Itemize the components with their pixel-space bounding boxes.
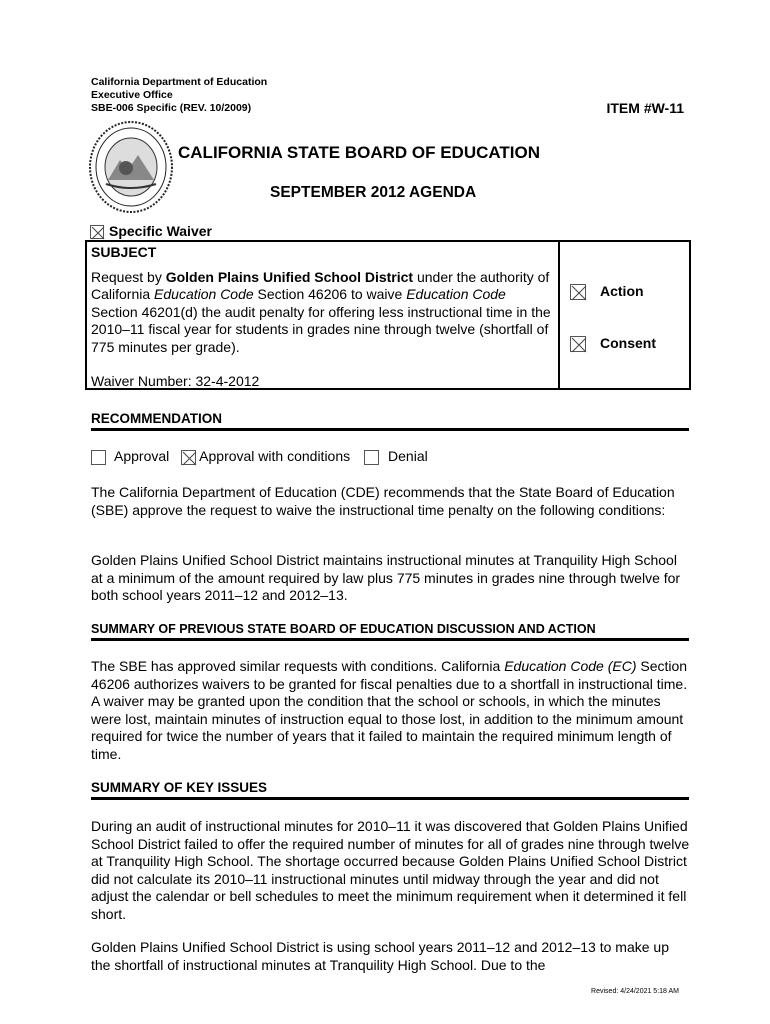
req-prefix: Request by <box>91 268 166 285</box>
approval-conditions-checkbox[interactable] <box>181 450 196 465</box>
action-option <box>570 283 644 300</box>
recommendation-paragraph-2: Golden Plains Unified School District maintains instructional minutes at Tranquility High School at a minimum of the amount required by law plus 775 minutes in grades nine through twelve for both school years 2011–12 and 2012–13. <box>91 552 681 603</box>
approval-checkbox[interactable] <box>91 450 106 465</box>
subject-cell <box>87 242 560 388</box>
action-checkbox[interactable] <box>570 284 586 300</box>
item-number: ITEM #W-11 <box>606 100 684 116</box>
waiver-number: Waiver Number: 32-4-2012 <box>91 373 260 389</box>
agenda-title: SEPTEMBER 2012 AGENDA <box>270 184 477 201</box>
code-ref-2: Education Code <box>406 286 506 302</box>
key-issues-heading: SUMMARY OF KEY ISSUES <box>91 780 689 800</box>
header-block <box>91 76 267 115</box>
req-end: Section 46201(d) the audit penalty for offering less instructional time in the 2010–11 fiscal year for students in grades nine through twelve (shortfall of 775 minutes per grade). <box>91 303 551 355</box>
summary-previous-paragraph <box>91 658 691 763</box>
subject-request <box>91 269 554 357</box>
form-number: SBE-006 Specific (REV. 10/2009) <box>91 102 252 114</box>
key-issues-paragraph-2: Golden Plains Unified School District is using school years 2011–12 and 2012–13 to make up the shortfall of instructional minutes at Tranquility High School. Due to the <box>91 939 669 973</box>
revised-footer: Revised: 4/24/2021 5:18 AM <box>591 988 679 995</box>
consent-label: Consent <box>600 335 656 351</box>
board-title: CALIFORNIA STATE BOARD OF EDUCATION <box>178 143 541 162</box>
subject-box <box>85 240 691 390</box>
consent-checkbox[interactable] <box>570 336 586 352</box>
action-label: Action <box>600 283 644 299</box>
req-mid2: Section 46206 to waive <box>253 286 407 302</box>
code-ref-1: Education Code <box>154 286 254 302</box>
denial-checkbox[interactable] <box>364 450 379 465</box>
summary-text-b: Section 46206 authorizes waivers to be granted for fiscal penalties due to a shortfall in instructional time. A waiver may be granted upon the condition that the school or schools, in which the minutes were lost, maintain minutes of instruction equal to those lost, in addition to the minimum amount required for twice the number of years that it failed to maintain the required minimum length of time. <box>91 658 688 762</box>
department-name: California Department of Education <box>91 76 268 88</box>
denial-label: Denial <box>388 448 428 464</box>
summary-text-a: The SBE has approved similar requests with conditions. California <box>91 658 505 674</box>
req-mid1: under the authority of California <box>91 268 550 302</box>
specific-waiver <box>90 223 212 239</box>
specific-waiver-checkbox[interactable] <box>90 225 104 239</box>
summary-previous-heading: SUMMARY OF PREVIOUS STATE BOARD OF EDUCATION DISCUSSION AND ACTION <box>91 622 689 641</box>
recommendation-heading: RECOMMENDATION <box>91 411 689 431</box>
approval-conditions-label: Approval with conditions <box>199 448 351 464</box>
consent-option <box>570 335 656 352</box>
district-name: Golden Plains Unified School District <box>165 268 414 285</box>
state-seal-icon <box>88 120 174 214</box>
specific-waiver-label: Specific Waiver <box>109 223 212 239</box>
subject-label: SUBJECT <box>91 244 157 260</box>
recommendation-options <box>91 448 428 465</box>
ec-reference: Education Code (EC) <box>504 658 637 674</box>
recommendation-paragraph-1: The California Department of Education (CDE) recommends that the State Board of Education (SBE) approve the request to waive the instructional time penalty on the following conditions: <box>91 484 675 518</box>
key-issues-paragraph-1: During an audit of instructional minutes for 2010–11 it was discovered that Golden Plains Unified School District failed to offer the required number of minutes for all of grades nine through twelve at Tranquility High School. The shortage occurred because Golden Plains Unified School District did not calculate its 2010–11 instructional minutes until midway through the year and did not adjust the calendar or bell schedules to meet the minimum requirement when it determined it fell short. <box>91 818 690 922</box>
approval-label: Approval <box>114 448 170 464</box>
office-name: Executive Office <box>91 89 173 101</box>
